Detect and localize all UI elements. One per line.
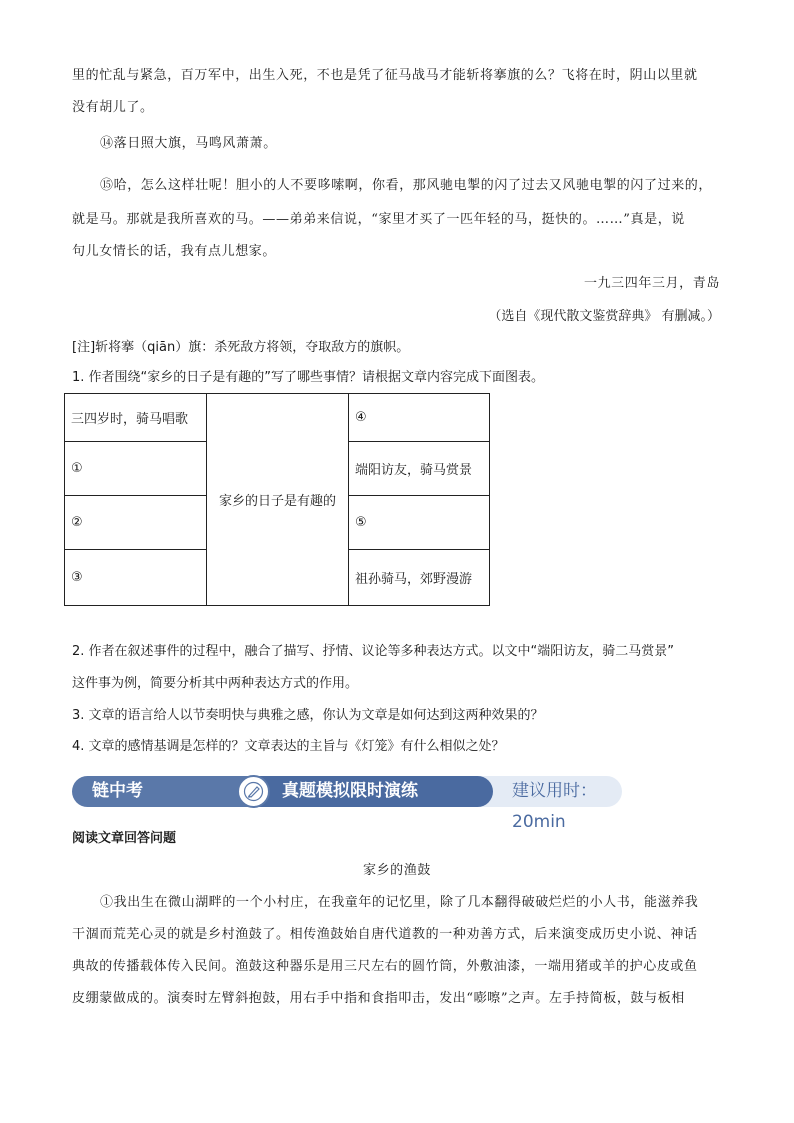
question-1: 1. 作者围绕“家乡的日子是有趣的”写了哪些事情？请根据文章内容完成下面图表。 [72, 370, 545, 385]
center-cell: 家乡的日子是有趣的 [207, 394, 349, 606]
footnote: [注]斩将搴（qiān）旗：杀死敌方将领，夺取敌方的旗帜。 [72, 340, 410, 355]
pen-icon [237, 775, 270, 808]
question-4: 4. 文章的感情基调是怎样的？文章表达的主旨与《灯笼》有什么相似之处？ [72, 739, 505, 754]
left-cell-1: 三四岁时，骑马唱歌 [65, 394, 207, 442]
question-2-line: 这件事为例，简要分析其中两种表达方式的作用。 [72, 676, 359, 691]
section-heading: 阅读文章回答问题 [72, 831, 177, 846]
right-cell-4: 祖孙骑马，郊野漫游 [349, 550, 490, 606]
article-title: 家乡的渔鼓 [362, 863, 431, 878]
passage-line: 没有胡儿了。 [72, 100, 154, 115]
paragraph-15-line: ⑮哈，怎么这样壮呢！胆小的人不要哆嗦啊，你看，那风驰电掣的闪了过去又风驰电掣的闪了过来的， [100, 178, 713, 193]
right-cell-1: ④ [349, 394, 490, 442]
article-paragraph-line: 典故的传播载体传入民间。渔鼓这种器乐是用三尺左右的圆竹筒，外敷油漆，一端用猪或羊的护心皮或鱼 [72, 959, 698, 974]
paragraph-15-line: 就是马。那就是我所喜欢的马。——弟弟来信说，“家里才买了一匹年轻的马，挺快的。……”真是，说 [72, 212, 685, 227]
paragraph-14: ⑭落日照大旗，马鸣风萧萧。 [100, 136, 277, 151]
date-place: 一九三四年三月，青岛 [583, 276, 720, 291]
banner-label: 链中考 [92, 781, 143, 801]
section-banner [72, 776, 622, 832]
article-paragraph-line: ①我出生在微山湖畔的一个小村庄，在我童年的记忆里，除了几本翻得破破烂烂的小人书，能滋养我 [100, 895, 699, 910]
passage-line: 里的忙乱与紧急，百万军中，出生入死，不也是凭了征马战马才能斩将搴旗的么？飞将在时，阴山以里就 [72, 68, 698, 83]
article-paragraph-line: 皮绷蒙做成的。演奏时左臂斜抱鼓，用右手中指和食指叩击，发出“嘭嚓”之声。左手持简板，鼓与板相 [72, 991, 685, 1006]
banner-time: 建议用时：20min [512, 781, 597, 832]
source-citation: （选自《现代散文鉴赏辞典》 有删减。） [488, 309, 720, 324]
banner-title: 真题模拟限时演练 [282, 781, 418, 801]
paragraph-15-line: 句儿女情长的话，我有点儿想家。 [72, 244, 277, 259]
left-cell-2: ① [65, 442, 207, 496]
article-paragraph-line: 干涸而荒芜心灵的就是乡村渔鼓了。相传渔鼓始自唐代道教的一种劝善方式，后来演变成历史小说、神话 [72, 927, 698, 942]
left-cell-3: ② [65, 496, 207, 550]
question-2-line: 2. 作者在叙述事件的过程中，融合了描写、抒情、议论等多种表达方式。以文中“端阳访友，骑二马赏景” [72, 644, 675, 659]
question-3: 3. 文章的语言给人以节奏明快与典雅之感，你认为文章是如何达到这两种效果的？ [72, 708, 544, 723]
left-cell-4: ③ [65, 550, 207, 606]
right-cell-3: ⑤ [349, 496, 490, 550]
event-diagram-table [64, 393, 490, 606]
right-cell-2: 端阳访友，骑马赏景 [349, 442, 490, 496]
